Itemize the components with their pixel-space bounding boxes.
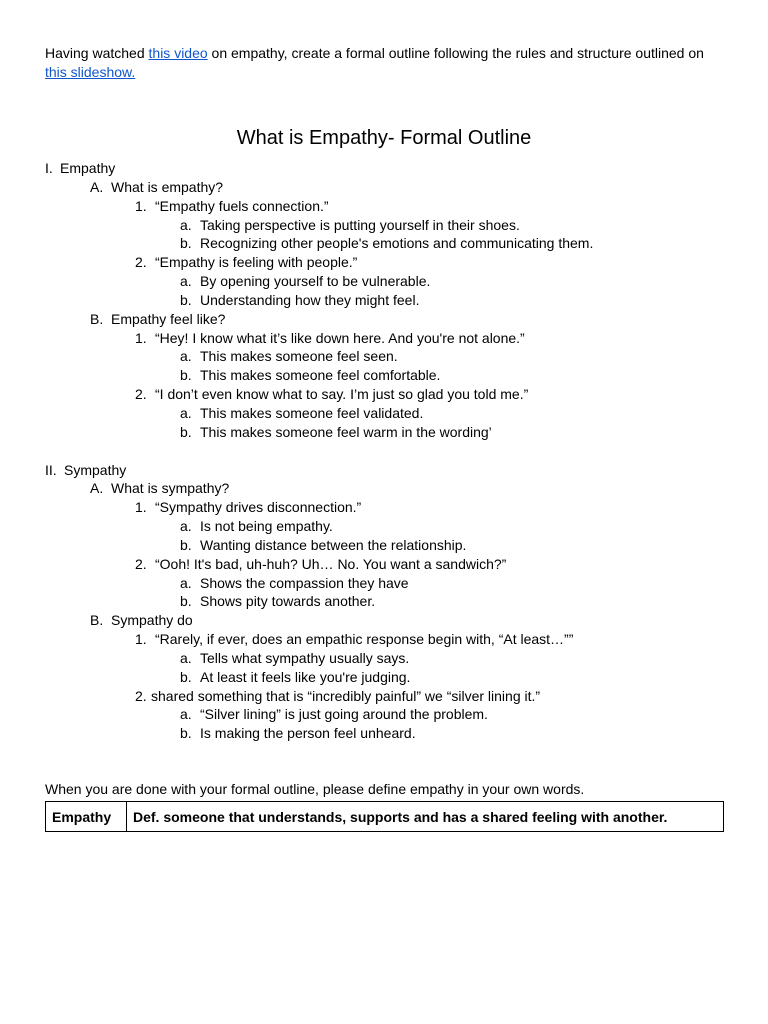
video-link[interactable]: this video: [148, 45, 208, 61]
outline-marker: 1.: [135, 631, 147, 648]
outline-item: [45, 178, 725, 197]
outline-text: Empathy: [60, 160, 116, 176]
outline-item: [45, 197, 725, 216]
outline-marker: a.: [180, 574, 192, 591]
outline-item: [45, 649, 725, 668]
outline-text: “Hey! I know what it’s like down here. And you're not alone.”: [155, 329, 525, 346]
instructions-paragraph: [45, 44, 725, 82]
table-row: [46, 802, 724, 832]
outline-text: What is empathy?: [111, 178, 224, 195]
outline-item: [45, 536, 725, 555]
outline-text: “I don’t even know what to say. I’m just so glad you told me.”: [155, 386, 529, 403]
outline-text: This makes someone feel warm in the wording’: [200, 423, 492, 440]
outline-text: “Sympathy drives disconnection.”: [155, 499, 362, 516]
outline-marker: a.: [180, 348, 192, 365]
outline-item: [45, 668, 725, 687]
outline-item: [45, 479, 725, 498]
outline-section: [45, 461, 725, 480]
outline-item: [45, 687, 725, 706]
outline-text: Sympathy do: [111, 612, 193, 629]
outline-marker: b.: [180, 668, 192, 685]
outline-text: This makes someone feel seen.: [200, 348, 398, 365]
outline-section: [45, 159, 725, 178]
outline-marker: 2.: [135, 687, 147, 704]
outline-marker: 2.: [135, 386, 147, 403]
outline-marker: b.: [180, 423, 192, 440]
outline-text: Taking perspective is putting yourself in their shoes.: [200, 216, 520, 233]
definition-table: [45, 801, 724, 832]
outline-marker: a.: [180, 404, 192, 421]
outline-item: [45, 310, 725, 329]
outline-marker: b.: [180, 725, 192, 742]
outline-marker: 1.: [135, 499, 147, 516]
outline-marker: b.: [180, 291, 192, 308]
outline-item: [45, 498, 725, 517]
outline-item: [45, 234, 725, 253]
outline-item: [45, 555, 725, 574]
outline-marker: a.: [180, 706, 192, 723]
outline-marker: II.: [45, 461, 57, 478]
outline-text: “Silver lining” is just going around the problem.: [200, 706, 488, 723]
outline-item: [45, 517, 725, 536]
outline-marker: A.: [90, 480, 104, 497]
outline-marker: 2.: [135, 555, 147, 572]
outline-text: “Empathy is feeling with people.”: [155, 254, 358, 271]
outline-item: [45, 347, 725, 366]
outline-marker: a.: [180, 649, 192, 666]
intro-text-2: on empathy, create a formal outline following the rules and structure outlined on: [207, 45, 704, 61]
outline-marker: I.: [45, 160, 53, 176]
outline-marker: b.: [180, 367, 192, 384]
slideshow-link[interactable]: this slideshow.: [45, 64, 136, 80]
formal-outline: [45, 159, 725, 743]
outline-text: This makes someone feel validated.: [200, 404, 424, 421]
outline-text: Recognizing other people's emotions and communicating them.: [200, 235, 594, 252]
blank-line: [45, 442, 725, 461]
outline-marker: A.: [90, 178, 104, 195]
outline-marker: B.: [90, 310, 104, 327]
outline-text: By opening yourself to be vulnerable.: [200, 273, 431, 290]
outline-text: shared something that is “incredibly painful” we “silver lining it.”: [151, 687, 541, 704]
outline-item: [45, 592, 725, 611]
outline-text: This makes someone feel comfortable.: [200, 367, 441, 384]
outline-item: [45, 574, 725, 593]
outline-marker: a.: [180, 216, 192, 233]
outline-marker: b.: [180, 235, 192, 252]
outline-text: “Rarely, if ever, does an empathic response begin with, “At least…””: [155, 631, 574, 648]
outline-text: Shows pity towards another.: [200, 593, 376, 610]
outline-item: [45, 366, 725, 385]
outline-item: [45, 385, 725, 404]
outline-text: At least it feels like you're judging.: [200, 668, 411, 685]
outline-marker: 1.: [135, 197, 147, 214]
outline-item: [45, 404, 725, 423]
outline-text: “Empathy fuels connection.”: [155, 197, 329, 214]
outline-item: [45, 611, 725, 630]
outline-marker: 1.: [135, 329, 147, 346]
outline-item: [45, 705, 725, 724]
outline-item: [45, 329, 725, 348]
outline-marker: a.: [180, 518, 192, 535]
outline-text: Understanding how they might feel.: [200, 291, 420, 308]
page-title: What is Empathy- Formal Outline: [236, 127, 532, 149]
outline-marker: b.: [180, 593, 192, 610]
outline-text: Empathy feel like?: [111, 310, 226, 327]
outline-item: [45, 272, 725, 291]
outline-item: [45, 724, 725, 743]
outline-marker: B.: [90, 612, 104, 629]
outline-text: Sympathy: [64, 461, 127, 478]
outline-text: Is not being empathy.: [200, 518, 333, 535]
outline-item: [45, 216, 725, 235]
closing-instruction: When you are done with your formal outline, please define empathy in your own words.: [45, 781, 585, 797]
outline-marker: a.: [180, 273, 192, 290]
outline-item: [45, 253, 725, 272]
outline-text: Is making the person feel unheard.: [200, 725, 416, 742]
intro-text-1: Having watched: [45, 45, 149, 61]
definition-term-cell[interactable]: Empathy: [46, 802, 127, 832]
outline-marker: 2.: [135, 254, 147, 271]
outline-text: Wanting distance between the relationship.: [200, 536, 467, 553]
definition-text-cell[interactable]: Def. someone that understands, supports and has a shared feeling with another.: [127, 802, 724, 832]
outline-marker: b.: [180, 536, 192, 553]
outline-item: [45, 423, 725, 442]
outline-text: Tells what sympathy usually says.: [200, 649, 410, 666]
outline-item: [45, 291, 725, 310]
outline-item: [45, 630, 725, 649]
outline-text: “Ooh! It's bad, uh-huh? Uh… No. You want a sandwich?”: [155, 555, 507, 572]
outline-text: Shows the compassion they have: [200, 574, 409, 591]
outline-text: What is sympathy?: [111, 480, 230, 497]
